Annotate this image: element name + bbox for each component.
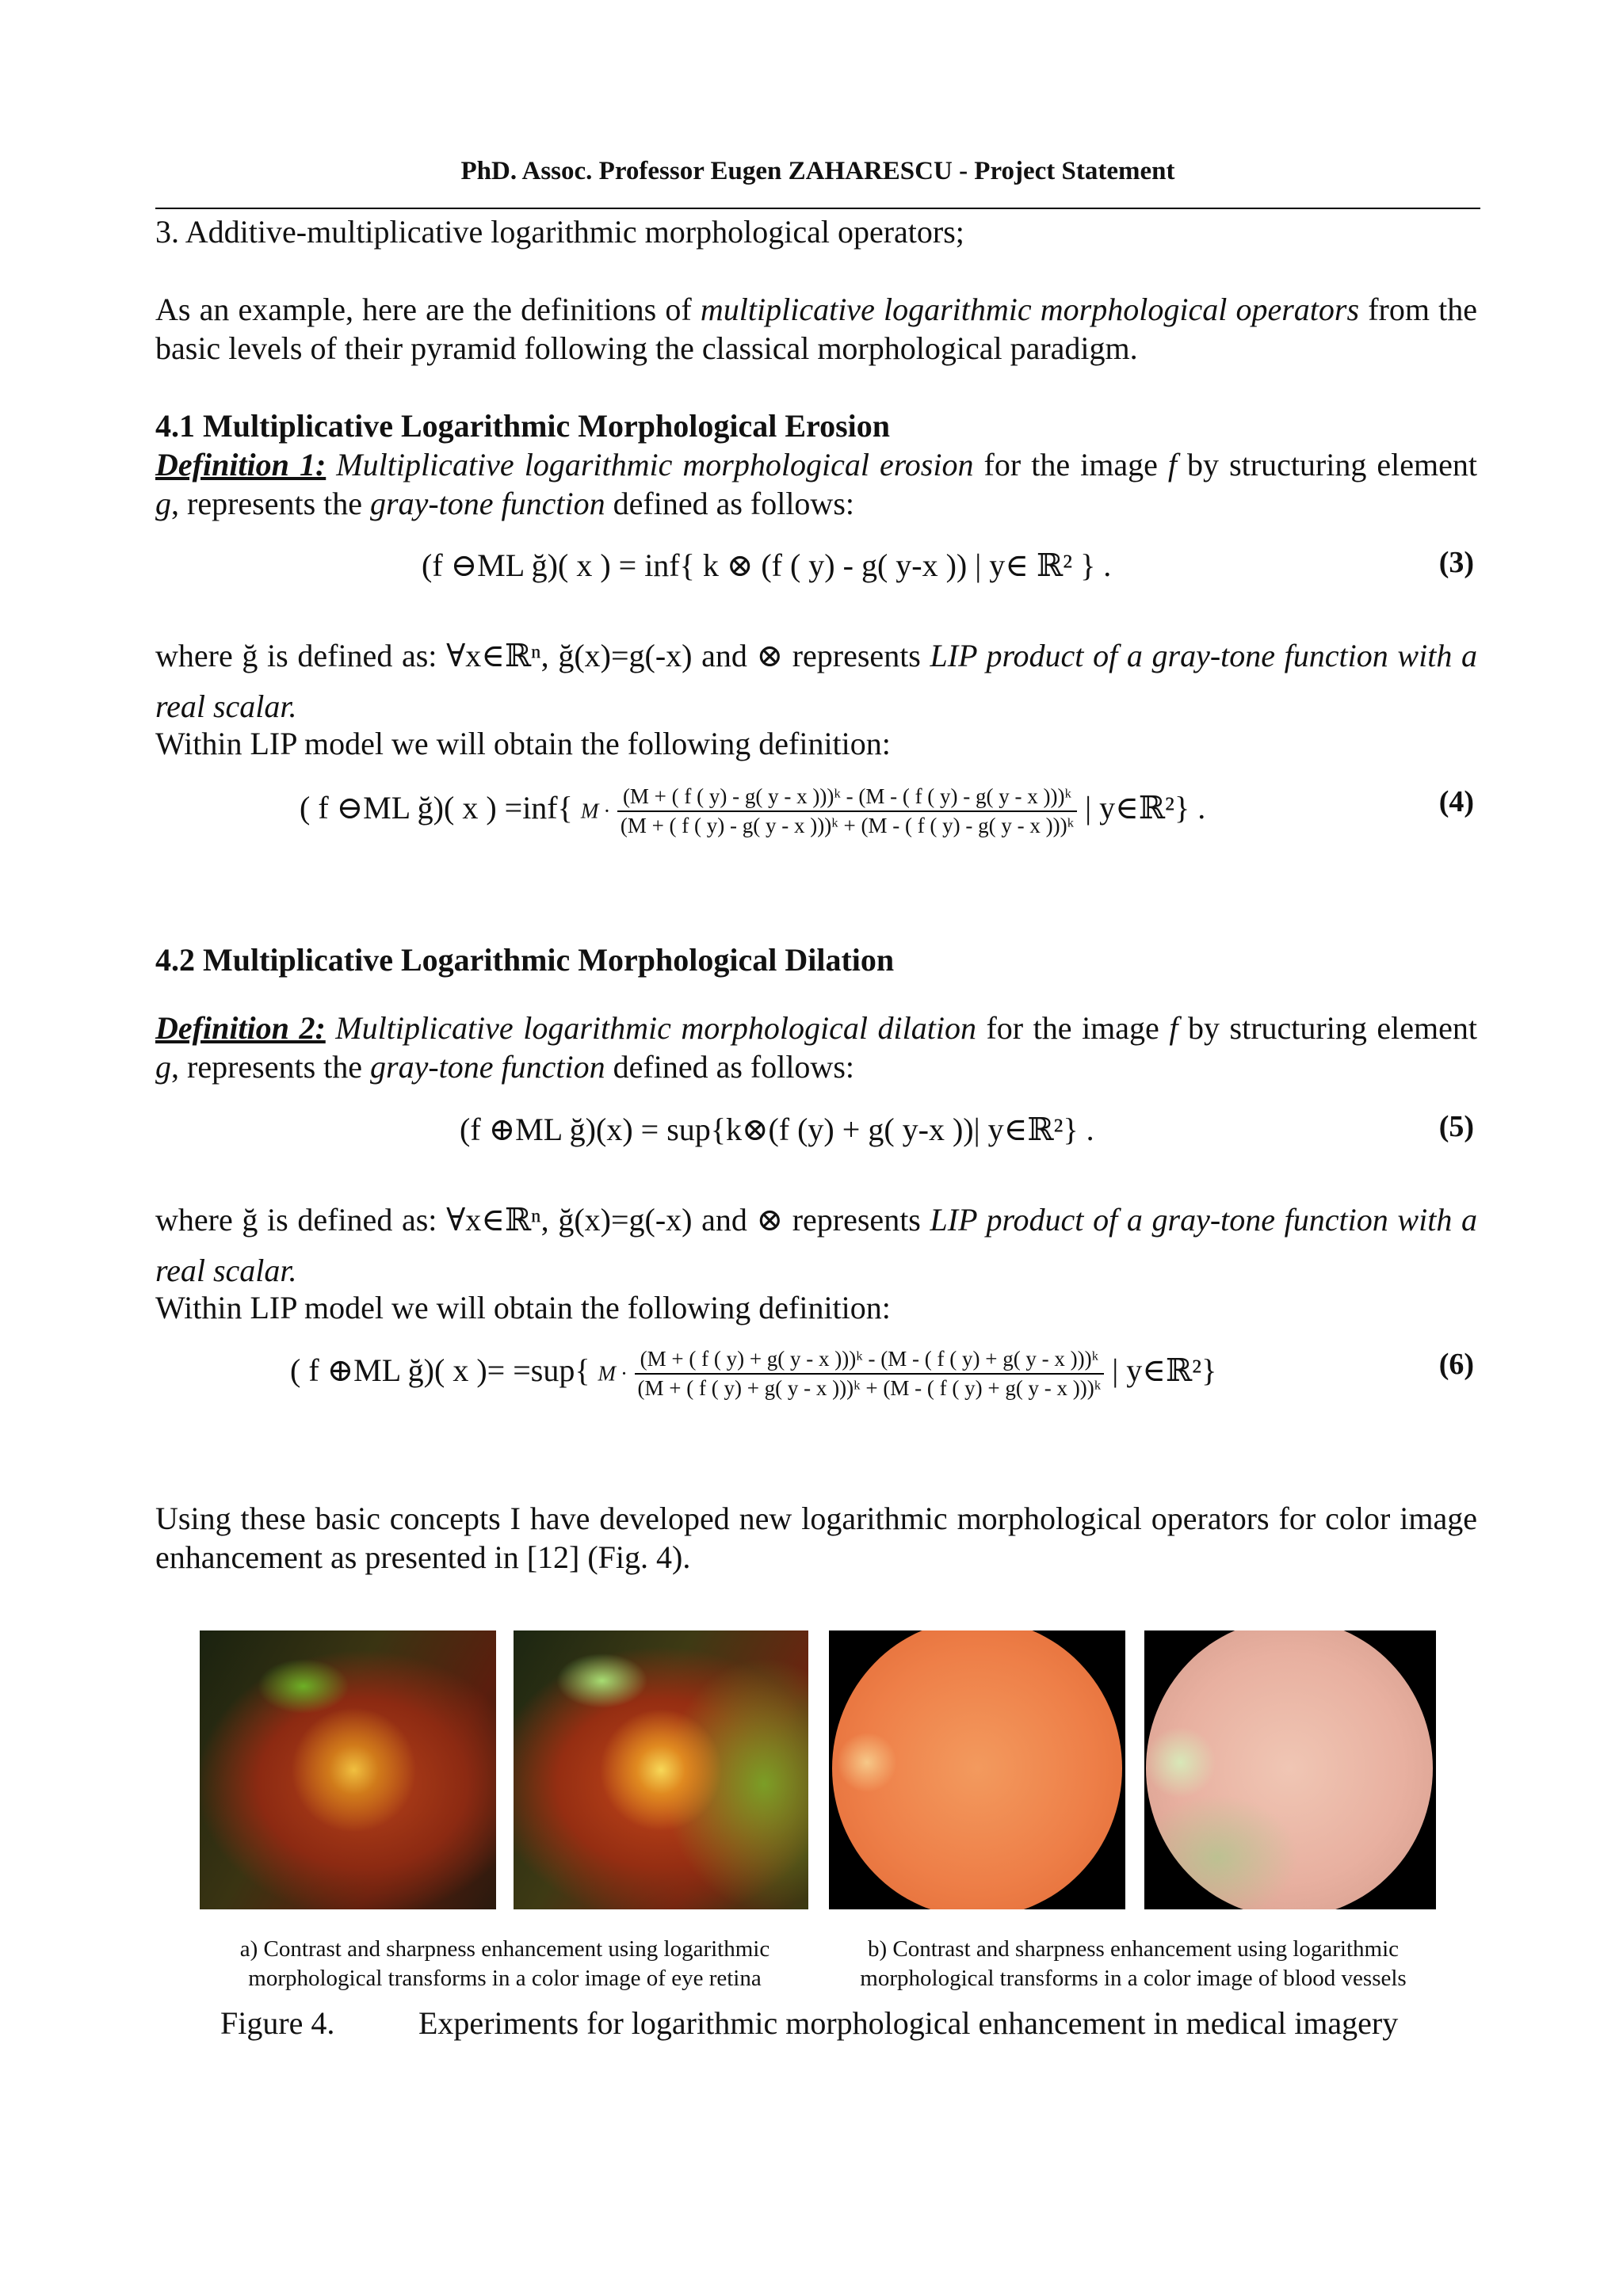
equation-3-number: (3) xyxy=(1438,546,1474,579)
equation-5-number: (5) xyxy=(1438,1110,1474,1143)
equation-5: (f ⊕ML ğ)(x) = sup{k⊗(f (y) + g( y-x ))| y∈ℝ²} . xyxy=(460,1112,1094,1147)
section-4-1-heading: 4.1 Multiplicative Logarithmic Morphological Erosion xyxy=(155,408,890,444)
equation-4: ( f ⊖ML ğ)( x ) =inf{ M · (M + ( f ( y) - g( y - x )))ᵏ - (M - ( f ( y) - g( y - x )))ᵏ (M + ( f ( y) - g( y - x )))ᵏ + (M - ( f ( y) - g( y - x )))ᵏ | y∈ℝ²} . xyxy=(300,784,1206,837)
caption-b: b) Contrast and sharpness enhancement using logarithmic morphological transforms in a color image of blood vessels xyxy=(860,1936,1407,1991)
equation-3: (f ⊖ML ğ)( x ) = inf{ k ⊗ (f ( y) - g( y-x )) | y∈ ℝ² } . xyxy=(422,547,1112,583)
equation-6: ( f ⊕ML ğ)( x )= =sup{ M · (M + ( f ( y) + g( y - x )))ᵏ - (M - ( f ( y) + g( y - x )))ᵏ (M + ( f ( y) + g( y - x )))ᵏ + (M - ( f ( y) + g( y - x )))ᵏ | y∈ℝ²} xyxy=(290,1347,1217,1400)
equation-4-number: (4) xyxy=(1438,785,1474,818)
retina-original-image xyxy=(200,1630,496,1909)
page-header: PhD. Assoc. Professor Eugen ZAHARESCU - Project Statement xyxy=(460,157,1175,185)
where-paragraph-2: where ğ is defined as: ∀x∈ℝⁿ, ğ(x)=g(-x) and ⊗ represents LIP product of a gray-tone function with a real scalar. xyxy=(155,1202,1477,1288)
item-3: 3. Additive-multiplicative logarithmic morphological operators; xyxy=(155,214,964,250)
within-lip-2: Within LIP model we will obtain the following definition: xyxy=(155,1290,891,1325)
figure-label: Figure 4. xyxy=(220,2005,335,2041)
within-lip-1: Within LIP model we will obtain the following definition: xyxy=(155,726,891,761)
section-4-2-heading: 4.2 Multiplicative Logarithmic Morphological Dilation xyxy=(155,942,895,978)
using-paragraph: Using these basic concepts I have developed new logarithmic morphological operators for color image enhancement as presented in [12] (Fig. 4). xyxy=(155,1501,1477,1575)
intro-paragraph: As an example, here are the definitions of multiplicative logarithmic morphological operators from the basic levels of their pyramid following the classical morphological paradigm. xyxy=(155,292,1477,366)
equation-6-number: (6) xyxy=(1438,1348,1474,1381)
blood-vessels-enhanced-image xyxy=(1144,1630,1436,1909)
header-rule xyxy=(155,208,1480,209)
blood-vessels-original-image xyxy=(829,1630,1125,1909)
figure-title: Experiments for logarithmic morphological enhancement in medical imagery xyxy=(418,2005,1399,2041)
definition-2: Definition 2: Multiplicative logarithmic morphological dilation for the image f by structuring element g, represents the gray-tone function defined as follows: xyxy=(155,1010,1477,1085)
retina-enhanced-image xyxy=(514,1630,808,1909)
definition-1: Definition 1: Multiplicative logarithmic morphological erosion for the image f by structuring element g, represents the gray-tone function defined as follows: xyxy=(155,447,1477,521)
caption-a: a) Contrast and sharpness enhancement using logarithmic morphological transforms in a color image of eye retina xyxy=(239,1936,770,1991)
where-paragraph-1: where ğ is defined as: ∀x∈ℝⁿ, ğ(x)=g(-x) and ⊗ represents LIP product of a gray-tone function with a real scalar. xyxy=(155,638,1477,724)
